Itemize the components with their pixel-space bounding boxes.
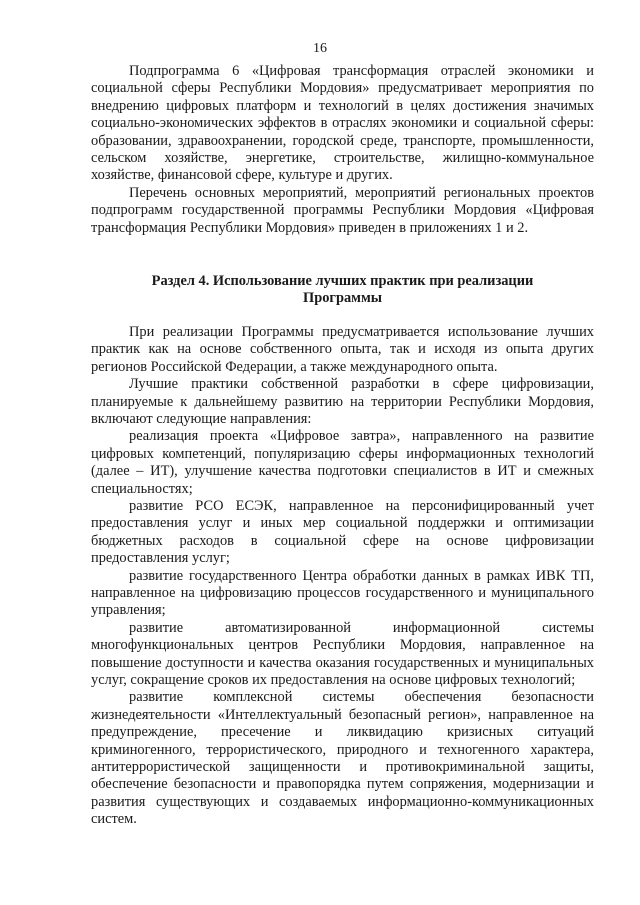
document-body (91, 63, 594, 829)
list-item-mfc-system: развитие автоматизированной информационной системы многофункциональных центров Республики Мордовия, направленное на повышение доступности и качества оказания государственных и муниципальных услуг, сокращение сроков их предоставления на основе цифровых технологий; (91, 619, 594, 688)
paragraph-subprogram-6: Подпрограмма 6 «Цифровая трансформация отраслей экономики и социальной сферы Республики Мордовия» предусматривает мероприятия по внедрению цифровых платформ и технологий в целях достижения значимых социально-экономических эффектов в отраслях экономики и социальной сферы: образовании, здравоохранении, городской среде, транспорте, промышленности, сельском хозяйстве, энергетике, строительстве, жилищно-коммунальное хозяйстве, финансовой сфере, культуре и других. (91, 63, 594, 184)
list-item-data-center: развитие государственного Центра обработки данных в рамках ИВК ТП, направленное на цифровизацию процессов государственного и муниципального управления; (91, 567, 594, 619)
list-item-digital-tomorrow: реализация проекта «Цифровое завтра», направленного на развитие цифровых компетенций, популяризацию сферы информационных технологий (далее – ИТ), улучшение качества подготовки специалистов в ИТ и смежных специальностях; (91, 428, 594, 497)
paragraph-best-practices-intro: При реализации Программы предусматривается использование лучших практик как на основе собственного опыта, так и исходя из опыта других регионов Российской Федерации, а также международного опыта. (91, 323, 594, 375)
paragraph-own-practices: Лучшие практики собственной разработки в сфере цифровизации, планируемые к дальнейшему развитию на территории Республики Мордовия, включают следующие направления: (91, 376, 594, 427)
section-heading: Раздел 4. Использование лучших практик при реализации Программы (151, 273, 534, 307)
list-item-safe-region: развитие комплексной системы обеспечения безопасности жизнедеятельности «Интеллектуальный безопасный регион», направленное на предупреждение, пресечение и ликвидацию кризисных ситуаций криминогенного, террористического, природного и техногенного характера, антитеррористической защищенности и противокриминальной защиты, обеспечение безопасности и правопорядка путем сопряжения, модернизации и развития существующих и создаваемых информационно-коммуникационных систем. (91, 689, 594, 828)
list-item-rso-esek: развитие РСО ЕСЭК, направленное на персонифицированный учет предоставления услуг и иных мер социальной поддержки и оптимизации бюджетных расходов в социальной сфере на основе цифровизации предоставления услуг; (91, 497, 594, 567)
page-number: 16 (313, 41, 327, 56)
paragraph-activities-list: Перечень основных мероприятий, мероприятий региональных проектов подпрограмм государственной программы Республики Мордовия «Цифровая трансформация Республики Мордовия» приведен в приложениях 1 и 2. (91, 184, 594, 236)
